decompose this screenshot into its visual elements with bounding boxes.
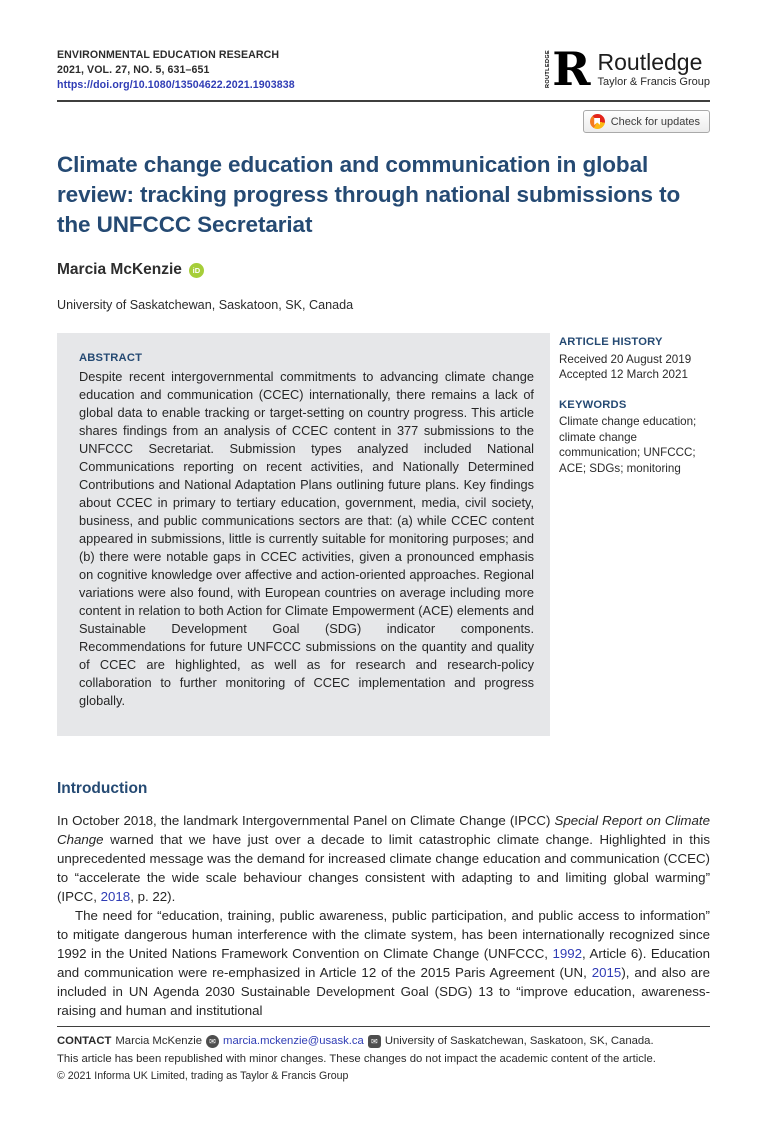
citation-link-ipcc-2018[interactable]: 2018 — [100, 889, 131, 904]
author-name: Marcia McKenzie — [57, 261, 182, 278]
updates-row — [57, 110, 710, 133]
republication-note: This article has been republished with minor changes. These changes do not impact the academic content of the article. — [57, 1053, 656, 1065]
accepted-date: Accepted 12 March 2021 — [559, 368, 688, 381]
abstract-box — [57, 333, 550, 736]
intro-p1-text: , p. 22). — [130, 889, 176, 904]
routledge-logo — [545, 42, 710, 96]
abstract-heading: ABSTRACT — [79, 352, 143, 364]
intro-p1-text: In October 2018, the landmark Intergovernmental Panel on Climate Change (IPCC) — [57, 813, 555, 828]
citation-link-un-2015[interactable]: 2015 — [591, 965, 622, 980]
introduction-section — [57, 780, 710, 1020]
keywords-heading: KEYWORDS — [559, 398, 627, 411]
contact-email-link[interactable]: marcia.mckenzie@usask.ca — [223, 1035, 364, 1047]
email-icon: ✉ — [206, 1035, 219, 1048]
abstract-text: Despite recent intergovernmental commitments to advancing climate change education and communication (CCEC) internationally, there remains a lack of global data to enable tracking or target-setting on country progress. This article shares findings from an analysis of CCEC content in 377 submissions to the UNFCCC Secretariat. Submission types analyzed included National Communications reporting on recent activities, and Nationally Determined Contributions and National Adaptation Plans outlining future plans. Key findings about CCEC in primary to tertiary education, government, media, civil society, business, and public communications sectors are that: (a) while CCEC content appeared in submissions, little is currently suitable for monitoring purposes; and (b) there were notable gaps in CCEC activities, given a pronounced emphasis on cognitive knowledge over affective and action-oriented approaches. Regional variations were also found, with European countries on average including more content in relation to both Action for Climate Empowerment (ACE) elements and Sustainable Development Goal (SDG) indicator components. Recommendations for future UNFCCC submissions on the quantity and quality of CCEC are highlighted, as well as for research and research-policy collaboration to further monitoring of CCEC implementation and progress globally. — [79, 369, 534, 708]
copyright-line: © 2021 Informa UK Limited, trading as Taylor & Francis Group — [57, 1070, 349, 1082]
publisher-names — [598, 50, 710, 88]
article-history-heading: ARTICLE HISTORY — [559, 336, 663, 348]
journal-header — [57, 42, 710, 96]
intro-p2-text: , Article 6). Education and communication were re-emphasized in Article 12 of the 2015 Paris Agreement (UN, — [57, 946, 710, 980]
author-affiliation: University of Saskatchewan, Saskatoon, SK, Canada — [57, 298, 354, 312]
received-date: Received 20 August 2019 — [559, 352, 692, 366]
journal-issue: 2021, VOL. 27, NO. 5, 631–651 — [57, 64, 210, 76]
contact-name: Marcia McKenzie — [115, 1035, 203, 1047]
check-for-updates-button[interactable] — [583, 110, 710, 133]
intro-p2-text: ), and also are included in UN Agenda 2030 Sustainable Development Goal (SDG) 13 to “improve education, awareness-raising and human and institutional — [57, 965, 710, 1018]
publisher-group: Taylor & Francis Group — [597, 76, 710, 88]
footer-rule — [57, 1026, 710, 1027]
intro-p1-text: warned that we have just over a decade to limit catastrophic climate change. Highlighted in this unprecedented message was the demand for increased climate change education and communication (CCEC) to “accelerate the wide scale behaviour changes consistent with adapting to and limiting global warming” (IPCC, — [57, 832, 710, 904]
intro-p2-text: The need for “education, training, public awareness, public participation, and public access to information” to mitigate dangerous human interference with the climate system, has been internationally recognized since 1992 in the United Nations Framework Convention on Climate Change (UNFCCC, — [57, 908, 710, 961]
intro-paragraph-1 — [57, 811, 710, 906]
article-title: Climate change education and communication in global review: tracking progress through national submissions to the UNFCCC Secretariat — [57, 152, 681, 237]
doi-link[interactable]: https://doi.org/10.1080/13504622.2021.1903838 — [57, 79, 295, 91]
routledge-r-letter: R — [552, 42, 591, 96]
header-rule — [57, 100, 710, 102]
abstract-section — [57, 333, 710, 736]
routledge-vertical-label: ROUTLEDGE — [545, 49, 552, 89]
introduction-heading: Introduction — [57, 780, 148, 797]
intro-paragraph-2 — [57, 906, 710, 1020]
keywords-text: Climate change education; climate change communication; UNFCCC; ACE; SDGs; monitoring — [559, 415, 697, 475]
orcid-icon[interactable]: iD — [189, 263, 204, 278]
check-for-updates-label: Check for updates — [610, 115, 700, 128]
citation-link-unfccc-1992[interactable]: 1992 — [552, 946, 583, 961]
footer — [57, 1026, 710, 1082]
intro-p1-italic-title: Special Report on Climate Change — [57, 813, 710, 847]
journal-name: ENVIRONMENTAL EDUCATION RESEARCH — [57, 49, 280, 61]
contact-address: University of Saskatchewan, Saskatoon, SK, Canada. — [384, 1035, 654, 1047]
crossmark-icon — [590, 114, 605, 129]
article-meta-column — [559, 333, 710, 476]
routledge-r-icon — [545, 42, 591, 96]
contact-line — [57, 1034, 710, 1049]
publisher-brand: Routledge — [597, 49, 703, 75]
address-icon: ✉ — [368, 1035, 381, 1048]
author-row — [57, 261, 710, 279]
journal-info — [57, 48, 295, 93]
contact-label: CONTACT — [57, 1035, 112, 1047]
